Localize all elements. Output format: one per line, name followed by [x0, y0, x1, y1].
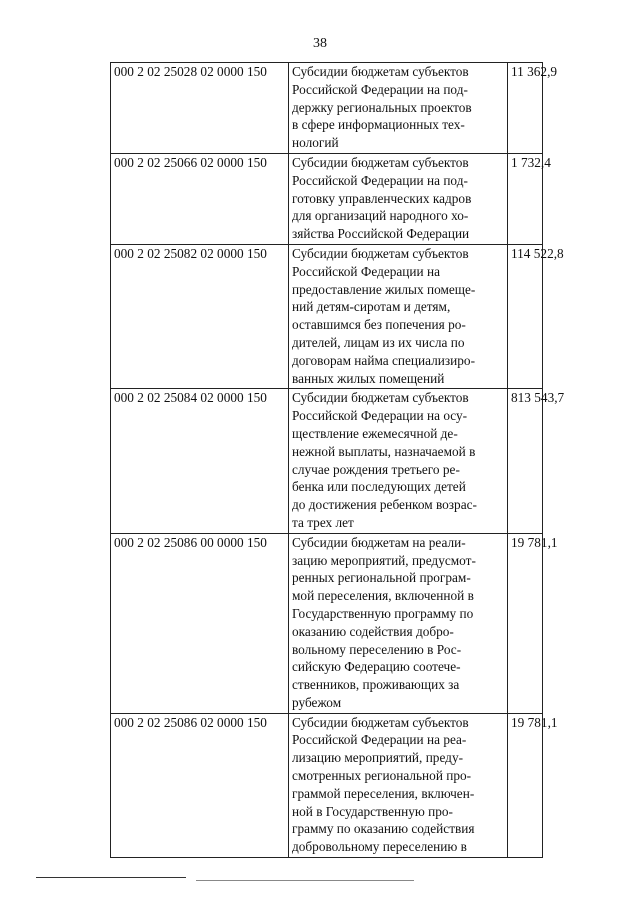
description-cell [289, 244, 508, 388]
description-line: та трех лет [292, 514, 354, 530]
description-cell [289, 153, 508, 244]
amount-cell: 19 781,1 [508, 533, 543, 713]
description-line: добровольному переселению в [292, 839, 467, 855]
table-row [111, 244, 543, 388]
description-line: Субсидии бюджетам субъектов [292, 154, 469, 170]
description-line: Российской Федерации на реа- [292, 732, 467, 748]
budget-code-cell: 000 2 02 25084 02 0000 150 [111, 389, 289, 533]
description-line: рубежом [292, 694, 342, 710]
description-line: Российской Федерации на под- [292, 81, 468, 97]
description-cell [289, 533, 508, 713]
description-line: грамму по оказанию содействия [292, 821, 475, 837]
description-cell [289, 63, 508, 154]
description-line: граммой переселения, включен- [292, 785, 475, 801]
table-row [111, 153, 543, 244]
description-line: зяйства Российской Федерации [292, 226, 470, 242]
description-line: мой переселения, включенной в [292, 588, 474, 604]
description-line: нологий [292, 135, 339, 151]
description-line: оставшимся без попечения ро- [292, 317, 466, 333]
description-line: до достижения ребенком возрас- [292, 497, 477, 513]
description-line: ществление ежемесячной де- [292, 425, 458, 441]
description-line: Российской Федерации на под- [292, 172, 468, 188]
description-line: ной в Государственную про- [292, 803, 453, 819]
description-cell [289, 389, 508, 533]
description-line: бенка или последующих детей [292, 479, 466, 495]
description-line: нежной выплаты, назначаемой в [292, 443, 476, 459]
footer-rule [36, 877, 186, 878]
description-line: Субсидии бюджетам на реали- [292, 534, 466, 550]
amount-cell: 114 522,8 [508, 244, 543, 388]
table-row [111, 713, 543, 857]
description-line: дителей, лицам из их числа по [292, 334, 465, 350]
description-line: вольному переселению в Рос- [292, 641, 462, 657]
budget-table [110, 62, 565, 858]
description-line: оказанию содействия добро- [292, 623, 454, 639]
description-line: зацию мероприятий, предусмот- [292, 552, 476, 568]
description-line: случае рождения третьего ре- [292, 461, 460, 477]
budget-code-cell: 000 2 02 25082 02 0000 150 [111, 244, 289, 388]
budget-table-body [111, 63, 565, 858]
description-line: Российской Федерации на [292, 263, 440, 279]
description-line: ванных жилых помещений [292, 370, 445, 386]
table-row [111, 533, 543, 713]
description-line: Российской Федерации на осу- [292, 408, 468, 424]
description-line: Субсидии бюджетам субъектов [292, 64, 469, 79]
amount-cell: 11 362,9 [508, 63, 543, 154]
description-line: для организаций народного хо- [292, 208, 469, 224]
budget-code-cell: 000 2 02 25066 02 0000 150 [111, 153, 289, 244]
description-line: сийскую Федерацию соотече- [292, 659, 461, 675]
description-line: Государственную программу по [292, 605, 474, 621]
table-row [111, 63, 543, 154]
budget-code-cell: 000 2 02 25086 02 0000 150 [111, 713, 289, 857]
description-line: Субсидии бюджетам субъектов [292, 390, 469, 406]
description-line: предоставление жилых помеще- [292, 281, 476, 297]
description-line: ний детям-сиротам и детям, [292, 299, 451, 315]
amount-cell: 1 732,4 [508, 153, 543, 244]
description-line: ренных региональной програм- [292, 570, 471, 586]
description-line: Субсидии бюджетам субъектов [292, 245, 469, 261]
description-line: держку региональных проектов [292, 99, 472, 115]
amount-cell: 19 781,1 [508, 713, 543, 857]
budget-code-cell: 000 2 02 25086 00 0000 150 [111, 533, 289, 713]
description-cell [289, 713, 508, 857]
budget-code-cell: 000 2 02 25028 02 0000 150 [111, 63, 289, 154]
description-line: готовку управленческих кадров [292, 190, 472, 206]
amount-cell: 813 543,7 [508, 389, 543, 533]
description-line: Субсидии бюджетам субъектов [292, 714, 469, 730]
table-row [111, 389, 543, 533]
description-line: ственников, проживающих за [292, 677, 460, 693]
page-number: 38 [313, 36, 327, 51]
description-line: в сфере информационных тех- [292, 117, 465, 133]
description-line: смотренных региональной про- [292, 768, 472, 784]
description-line: лизацию мероприятий, преду- [292, 750, 464, 766]
footer-rule-faint [196, 880, 414, 881]
description-line: договорам найма специализиро- [292, 352, 476, 368]
